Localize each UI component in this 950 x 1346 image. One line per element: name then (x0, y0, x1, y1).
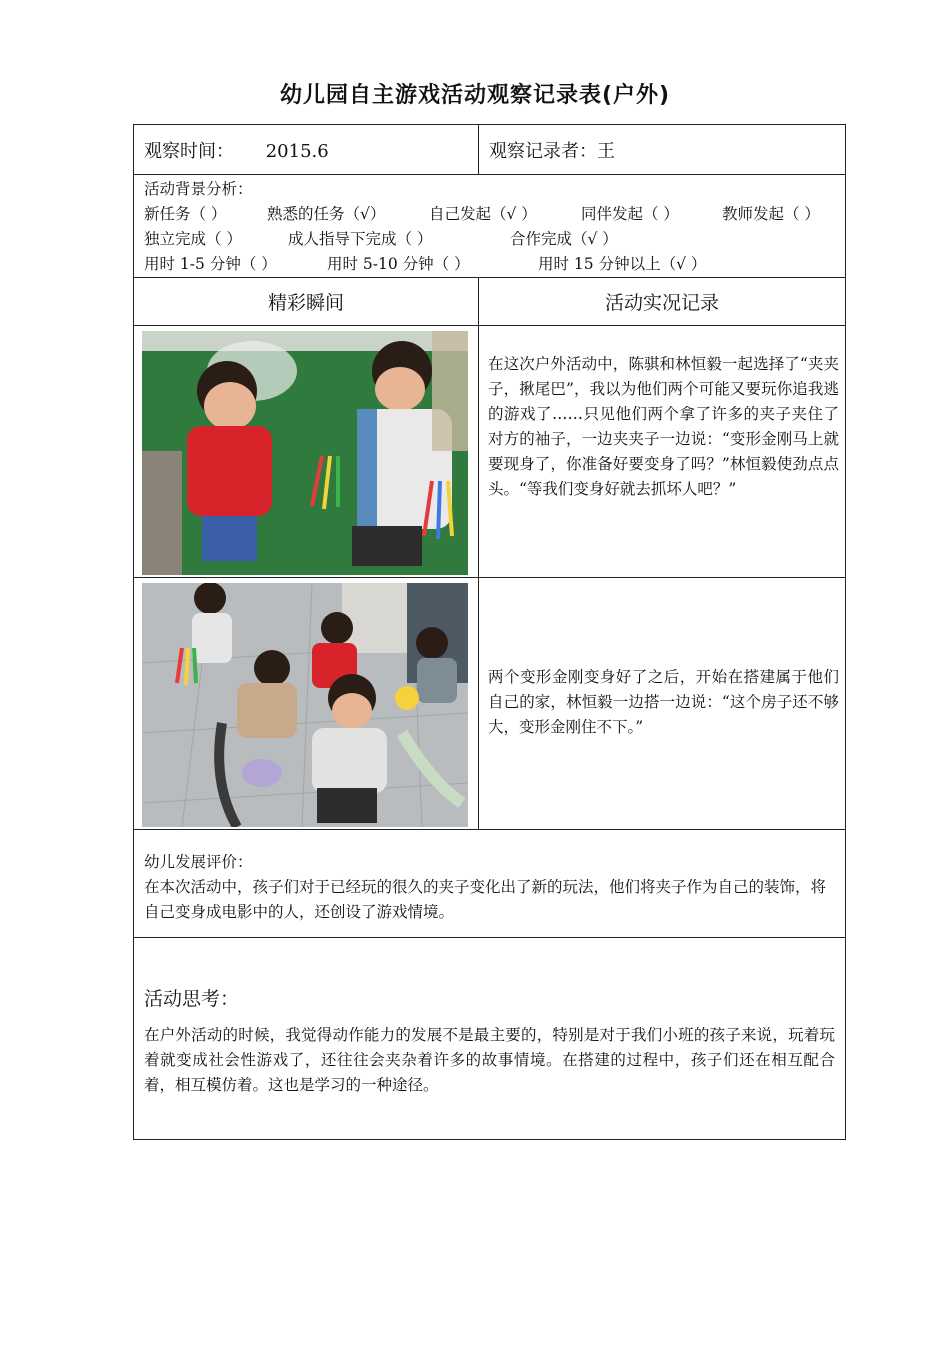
time-label: 观察时间： (144, 141, 234, 162)
background-analysis (134, 175, 846, 278)
development-evaluation (134, 830, 846, 938)
activity-reflection (134, 938, 846, 1140)
record-cell-1 (479, 326, 846, 578)
reflection-text: 在户外活动的时候，我觉得动作能力的发展不是最主要的，特别是对于我们小班的孩子来说，玩着玩着就变成社会性游戏了，还往往会夹杂着许多的故事情境。在搭建的过程中，孩子们还在相互配合着，相互模仿着。这也是学习的一种途径。 (144, 1026, 835, 1094)
recorder-cell (479, 125, 846, 175)
option-time-15-plus: 用时 15 分钟以上（√ ） (538, 255, 707, 273)
time-value: 2015.6 (265, 141, 329, 162)
record-cell-2 (479, 578, 846, 830)
option-peer-initiated: 同伴发起（ ） (581, 205, 679, 223)
evaluation-text: 在本次活动中，孩子们对于已经玩的很久的夹子变化出了新的玩法，他们将夹子作为自己的装饰，将自己变身成电影中的人，还创设了游戏情境。 (144, 878, 827, 921)
record-text-2: 两个变形金刚变身好了之后，开始在搭建属于他们自己的家，林恒毅一边搭一边说：“这个房子还不够大，变形金刚住不下。” (488, 668, 839, 736)
recorder-label: 观察记录者：王 (489, 141, 615, 162)
option-time-5-10: 用时 5-10 分钟（ ） (327, 255, 470, 273)
option-teacher-initiated: 教师发起（ ） (722, 205, 820, 223)
background-heading: 活动背景分析： (144, 180, 253, 198)
photo-children-building (142, 583, 468, 827)
photo-cell-1 (134, 326, 479, 578)
option-familiar-task: 熟悉的任务（√） (267, 205, 386, 223)
photo-cell-2 (134, 578, 479, 830)
background-row-2 (144, 227, 835, 252)
evaluation-heading: 幼儿发展评价： (144, 853, 253, 871)
time-cell (134, 125, 479, 175)
option-independent: 独立完成（ ） (144, 230, 242, 248)
option-adult-guided: 成人指导下完成（ ） (288, 230, 433, 248)
form-title: 幼儿园自主游戏活动观察记录表(户外) (279, 83, 671, 108)
record-text-1: 在这次户外活动中，陈骐和林恒毅一起选择了“夹夹子，揪尾巴”，我以为他们两个可能又要玩你追我逃的游戏了……只见他们两个拿了许多的夹子夹住了对方的袖子，一边夹夹子一边说：“变形金刚马上就要现身了，你准备好要变身了吗？”林恒毅使劲点点头。“等我们变身好就去抓坏人吧？” (488, 355, 839, 498)
reflection-heading: 活动思考： (144, 988, 240, 1010)
option-new-task: 新任务（ ） (144, 205, 227, 223)
option-cooperative: 合作完成（√ ） (510, 230, 618, 248)
column-header-records: 活动实况记录 (479, 278, 846, 326)
photo-children-clips (142, 331, 468, 575)
background-row-1 (144, 202, 835, 227)
background-row-3 (144, 252, 835, 277)
option-time-1-5: 用时 1-5 分钟（ ） (144, 255, 277, 273)
option-self-initiated: 自己发起（√ ） (429, 205, 537, 223)
observation-table (133, 124, 846, 1140)
column-header-moments: 精彩瞬间 (134, 278, 479, 326)
